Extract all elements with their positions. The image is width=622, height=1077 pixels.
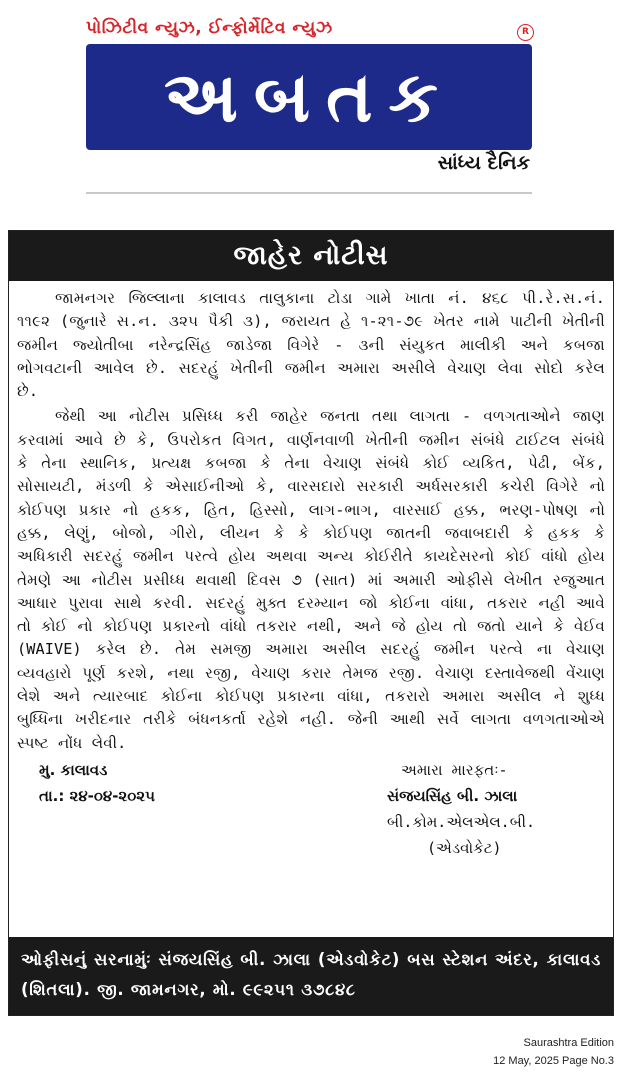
public-notice — [8, 230, 614, 1016]
masthead-divider — [86, 192, 532, 194]
registered-mark-icon: R — [517, 24, 534, 41]
notice-title: જાહેર નોટીસ — [9, 231, 613, 281]
notice-body — [9, 281, 613, 755]
notice-date: તા.: ૨૪-૦૪-૨૦૨૫ — [39, 786, 155, 805]
notice-paragraph-2: જેથી આ નોટીસ પ્રસિધ્ધ કરી જાહેર જનતા તથા લાગતા - વળગતાઓને જાણ કરવામાં આવે છે કે, ઉપરોકત વિગત, વાર્ણનવાળી ખેતીની જમીન સંબંધે ટાઈટલ સંબંધે કે તેના સ્થાનિક, પ્રત્યક્ષ કબજા કે તેના વેચાણ સંબંધે કોઈ વ્યકિત, પેઢી, બેંક, સોસાયટી, મંડળી કે એસાઈનીઓ કે, વારસદારો સરકારી અર્ધસરકારી કચેરી વિગેરે નો કોઈપણ પ્રકાર નો હકક, હિત, હિસ્સો, લાગ-ભાગ, વારસાઈ હક્ક, ભરણ-પોષણ નો હક્ક, લેણું, બોજો, ગીરો, લીયન કે કે કોઈપણ જાતની જવાબદારી કે હકક કે અધિકારી સદરહું જમીન પરત્વે હોય અથવા અન્ય કોઈરીતે કાયદેસરનો કોઈ વાંધો હોય તેમણે આ નોટીસ પ્રસીધ્ધ થવાથી દિવસ ૭ (સાત) માં અમારી ઓફીસે લેખીત રજુઆત આધાર પુરાવા સાથે કરવી. સદરહું મુક્ત દરમ્યાન જો કોઈના વાંધા, તકરાર નહી આવે તો કોઈ નો કોઈપણ પ્રકારનો વાંધો તકરાર નથી, અને જે હોય તો જતો યાને કે વેઈવ (WAIVE) કરેલ છે. તેમ સમજી અમારા અસીલ સદરહું જમીન પરત્વે ના વેચાણ વ્યવહારો પૂર્ણ કરશે, નથા રજી, વેચાણ કરાર તેમજ રજી. વેચાણ દસ્તાવેજથી વેંચાણ લેશે અને ત્યારબાદ કોઈના કોઈપણ પ્રકારના વાંધા, તકરારો અમારા અસીલ ને શુધ્ધ બુધ્ધિના ખરીદનાર તરીકે બંધનકર્તા રહેશે નહી. જેની આથી સર્વે લાગતા વળગતાઓએ સ્પષ્ટ નોંધ લેવી. — [17, 407, 605, 752]
edition-label: Saurashtra Edition — [523, 1037, 614, 1049]
notice-place: મુ. કાલાવડ — [39, 760, 108, 779]
advocate-name: સંજયસિંહ બી. ઝાલા — [387, 786, 518, 805]
advocate-role: (એડવોકેટ) — [427, 838, 502, 857]
signature-block — [9, 757, 613, 875]
masthead-subtitle: સાંધ્ય દૈનિક — [437, 152, 530, 174]
advocate-degree: બી.કોમ.એલએલ.બી. — [387, 812, 536, 831]
date-page-label: 12 May, 2025 Page No.3 — [493, 1055, 614, 1067]
notice-paragraph-1: જામનગર જિલ્લાના કાલાવડ તાલુકાના ટોડા ગામે ખાતા નં. ૪૬૮ પી.રે.સ.નં. ૧૧૯૨ (જુનારે સ.ન. ૩૨૫ પૈકી ૩), જરાયત હે ૧-૨૧-૭૯ ખેતર નામે પાટીની ખેતીની જમીન જ્યોતીબા નરેન્દ્રસિંહ જાડેજા વિગેરે - ૩ની સંયુકત માલીકી અને કબજા ભોગવટાની આવેલ છે. સદરહું ખેતીની જમીન અમારા અસીલે વેચાણ લેવા સોદો કરેલ છે. — [17, 289, 605, 401]
masthead-tagline: પોઝિટીવ ન્યુઝ, ઈન્ફોર્મેટિવ ન્યુઝ — [86, 18, 333, 38]
via-label: અમારા મારફતઃ- — [401, 760, 508, 779]
office-address-banner: ઓફીસનું સરનામુંઃ સંજયસિંહ બી. ઝાલા (એડવોકેટ) બસ સ્ટેશન અંદર, કાલાવડ (શિતલા). જી. જામનગર, મો. ૯૯૨૫૧ ૩૭૮૪૮ — [9, 937, 613, 1015]
page-footer — [493, 1034, 614, 1070]
newspaper-logo: અબતક — [86, 44, 532, 150]
